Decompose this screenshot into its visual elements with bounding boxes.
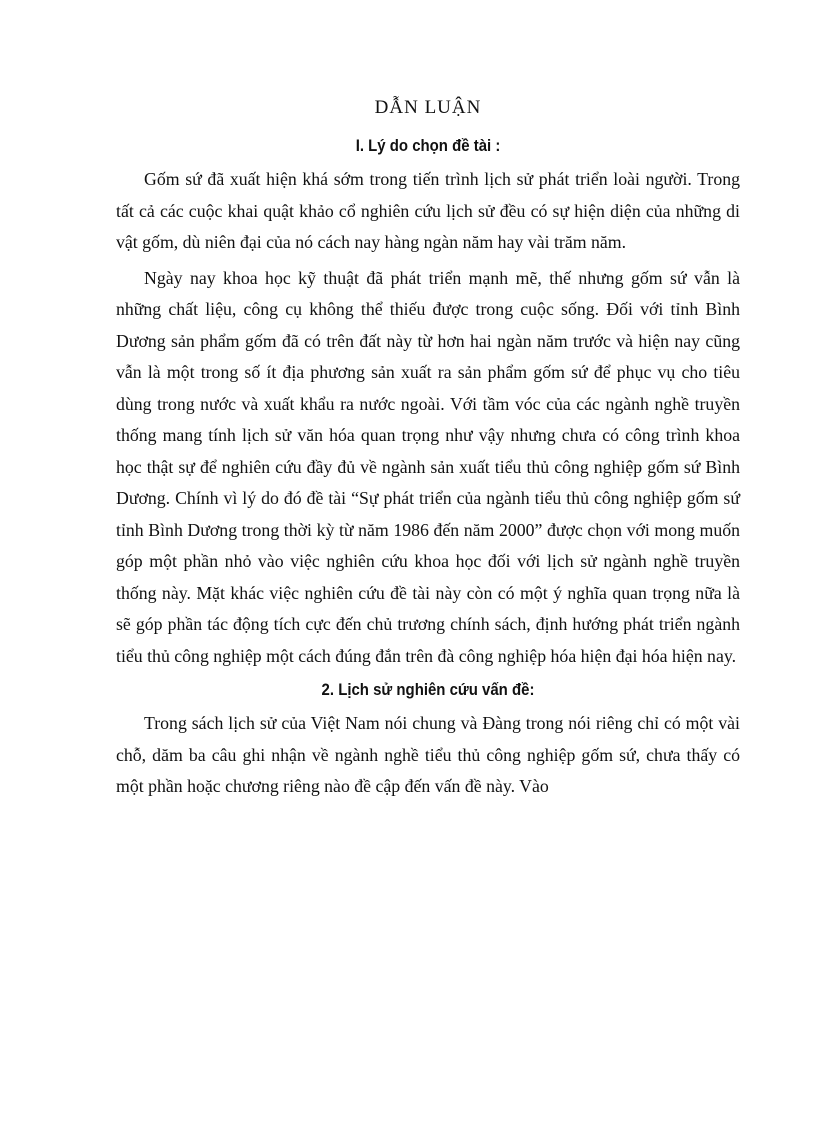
section-heading-history: 2. Lịch sử nghiên cứu vấn đề:: [321, 680, 535, 699]
paragraph-history-1: Trong sách lịch sử của Việt Nam nói chung và Đàng trong nói riêng chỉ có một vài chỗ, dăm ba câu ghi nhận về ngành nghề tiểu thủ công nghiệp gốm sứ, chưa thấy có một phần hoặc chương riêng nào đề cập đến vấn đề này. Vào: [116, 713, 740, 796]
document-title: DẪN LUẬN: [374, 97, 482, 118]
section-heading-reason: I. Lý do chọn đề tài :: [355, 136, 501, 155]
paragraph-reason-2: Ngày nay khoa học kỹ thuật đã phát triển mạnh mẽ, thế nhưng gốm sứ vẫn là những chất liệu, công cụ không thể thiếu được trong cuộc sống. Đối với tỉnh Bình Dương sản phẩm gốm đã có trên đất này từ hơn hai ngàn năm trước và hiện nay cũng vẫn là một trong số ít địa phương sản xuất ra sản phẩm gốm sứ để phục vụ cho tiêu dùng trong nước và xuất khẩu ra nước ngoài. Với tầm vóc của các ngành nghề truyền thống mang tính lịch sử văn hóa quan trọng như vậy nhưng chưa có công trình khoa học thật sự để nghiên cứu đầy đủ về ngành sản xuất tiểu thủ công nghiệp gốm sứ Bình Dương. Chính vì lý do đó đề tài “Sự phát triển của ngành tiểu thủ công nghiệp gốm sứ tỉnh Bình Dương trong thời kỳ từ năm 1986 đến năm 2000” được chọn với mong muốn góp một phần nhỏ vào việc nghiên cứu khoa học đối với lịch sử ngành nghề truyền thống này. Mặt khác việc nghiên cứu đề tài này còn có một ý nghĩa quan trọng nữa là sẽ góp phần tác động tích cực đến chủ trương chính sách, định hướng phát triển ngành tiểu thủ công nghiệp một cách đúng đắn trên đà công nghiệp hóa hiện đại hóa hiện nay.: [116, 267, 740, 666]
page-content: [116, 88, 740, 803]
paragraph-reason-1: Gốm sứ đã xuất hiện khá sớm trong tiến trình lịch sử phát triển loài người. Trong tất cả các cuộc khai quật khảo cổ nghiên cứu lịch sử đều có sự hiện diện của những di vật gốm, dù niên đại của nó cách nay hàng ngàn năm hay vài trăm năm.: [116, 169, 740, 252]
